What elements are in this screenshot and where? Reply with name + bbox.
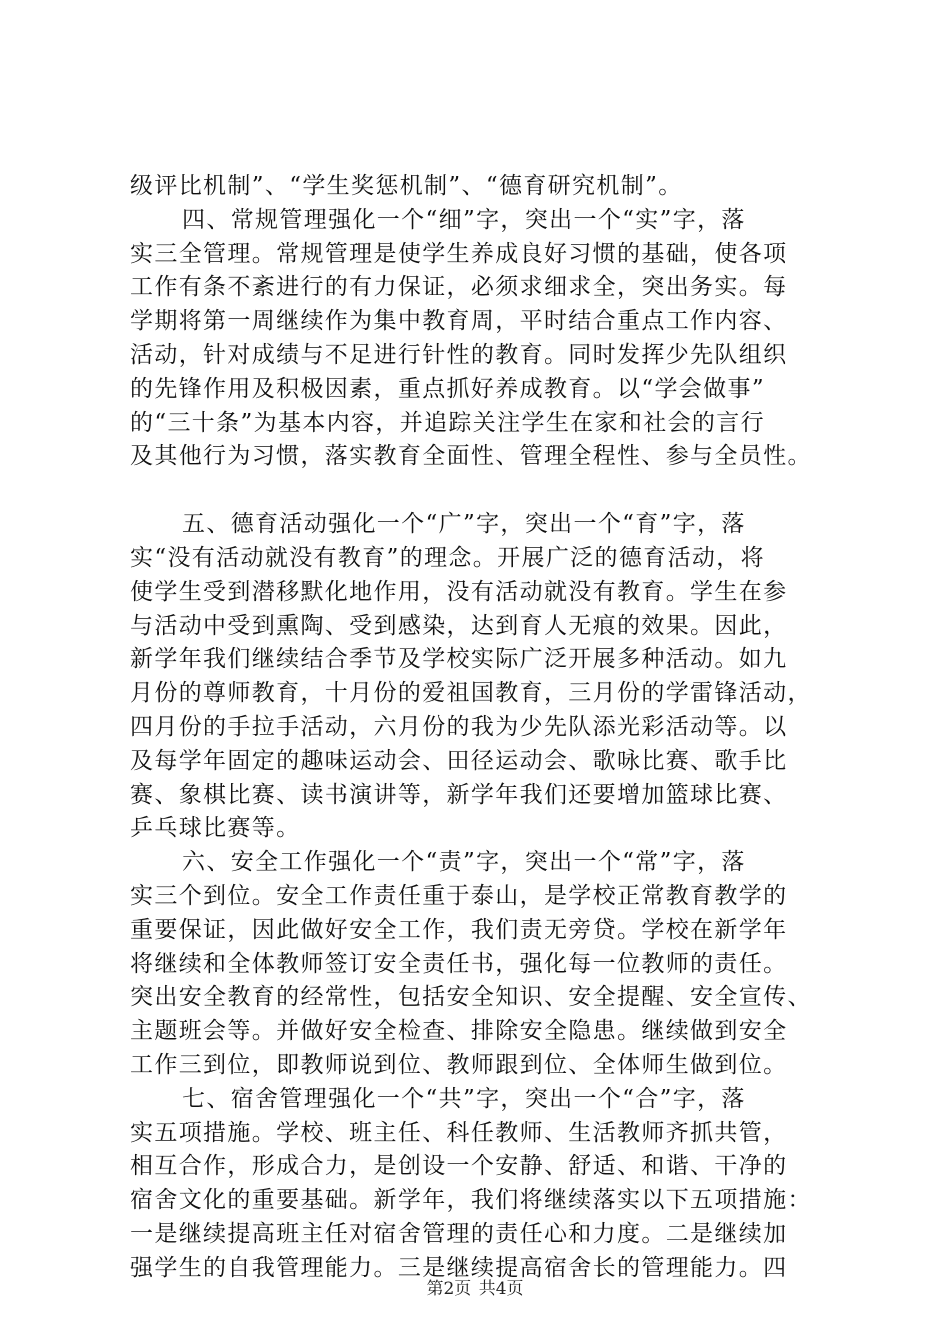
text-line: 工作有条不紊进行的有力保证，必须求细求全，突出务实。每 <box>130 274 788 301</box>
text-line: 重要保证，因此做好安全工作，我们责无旁贷。学校在新学年 <box>130 916 788 943</box>
text-line: 强学生的自我管理能力。三是继续提高宿舍长的管理能力。四 <box>130 1254 788 1281</box>
text-line: 主题班会等。并做好安全检查、排除安全隐患。继续做到安全 <box>130 1018 788 1045</box>
text-line: 相互合作，形成合力，是创设一个安静、舒适、和谐、干净的 <box>130 1153 788 1180</box>
text-line: 五、德育活动强化一个“广”字，突出一个“育”字，落 <box>182 511 746 538</box>
text-line: 突出安全教育的经常性，包括安全知识、安全提醒、安全宣传、 <box>130 984 812 1011</box>
text-line: 使学生受到潜移默化地作用，没有活动就没有教育。学生在参 <box>130 578 788 605</box>
document-body <box>130 170 830 1286</box>
text-line: 实三个到位。安全工作责任重于泰山，是学校正常教育教学的 <box>130 882 788 909</box>
text-line: 四月份的手拉手活动，六月份的我为少先队添光彩活动等。以 <box>130 713 788 740</box>
text-line: 实五项措施。学校、班主任、科任教师、生活教师齐抓共管， <box>130 1119 788 1146</box>
text-line: 一是继续提高班主任对宿舍管理的责任心和力度。二是继续加 <box>130 1220 788 1247</box>
text-line: 月份的尊师教育，十月份的爱祖国教育，三月份的学雷锋活动， <box>130 680 812 707</box>
text-line: 的“三十条”为基本内容，并追踪关注学生在家和社会的言行 <box>130 409 765 436</box>
text-line: 及每学年固定的趣味运动会、田径运动会、歌咏比赛、歌手比 <box>130 747 788 774</box>
text-line: 乒乓球比赛等。 <box>130 815 301 842</box>
text-line: 及其他行为习惯，落实教育全面性、管理全程性、参与全员性。 <box>130 443 812 470</box>
paragraph-gap <box>130 474 830 508</box>
text-line: 实“没有活动就没有教育”的理念。开展广泛的德育活动，将 <box>130 544 765 571</box>
text-line: 四、常规管理强化一个“细”字，突出一个“实”字，落 <box>182 206 746 233</box>
text-line: 实三全管理。常规管理是使学生养成良好习惯的基础，使各项 <box>130 240 788 267</box>
page-total: 共4页 <box>478 1279 524 1299</box>
text-line: 六、安全工作强化一个“责”字，突出一个“常”字，落 <box>182 849 746 876</box>
text-line: 七、宿舍管理强化一个“共”字，突出一个“合”字，落 <box>182 1085 746 1112</box>
text-line: 将继续和全体教师签订安全责任书，强化每一位教师的责任。 <box>130 950 788 977</box>
text-line: 学期将第一周继续作为集中教育周，平时结合重点工作内容、 <box>130 308 788 335</box>
text-line: 工作三到位，即教师说到位、教师跟到位、全体师生做到位。 <box>130 1051 788 1078</box>
text-line: 宿舍文化的重要基础。新学年，我们将继续落实以下五项措施： <box>130 1187 812 1214</box>
text-line: 活动，针对成绩与不足进行针性的教育。同时发挥少先队组织 <box>130 341 788 368</box>
page-number: 第2页 <box>426 1279 472 1299</box>
page-footer <box>0 1278 950 1300</box>
text-line: 的先锋作用及积极因素，重点抓好养成教育。以“学会做事” <box>130 375 765 402</box>
text-line: 级评比机制”、“学生奖惩机制”、“德育研究机制”。 <box>130 173 683 199</box>
text-line: 新学年我们继续结合季节及学校实际广泛开展多种活动。如九 <box>130 646 788 673</box>
text-line: 赛、象棋比赛、读书演讲等，新学年我们还要增加篮球比赛、 <box>130 781 788 808</box>
text-line: 与活动中受到熏陶、受到感染，达到育人无痕的效果。因此， <box>130 612 788 639</box>
